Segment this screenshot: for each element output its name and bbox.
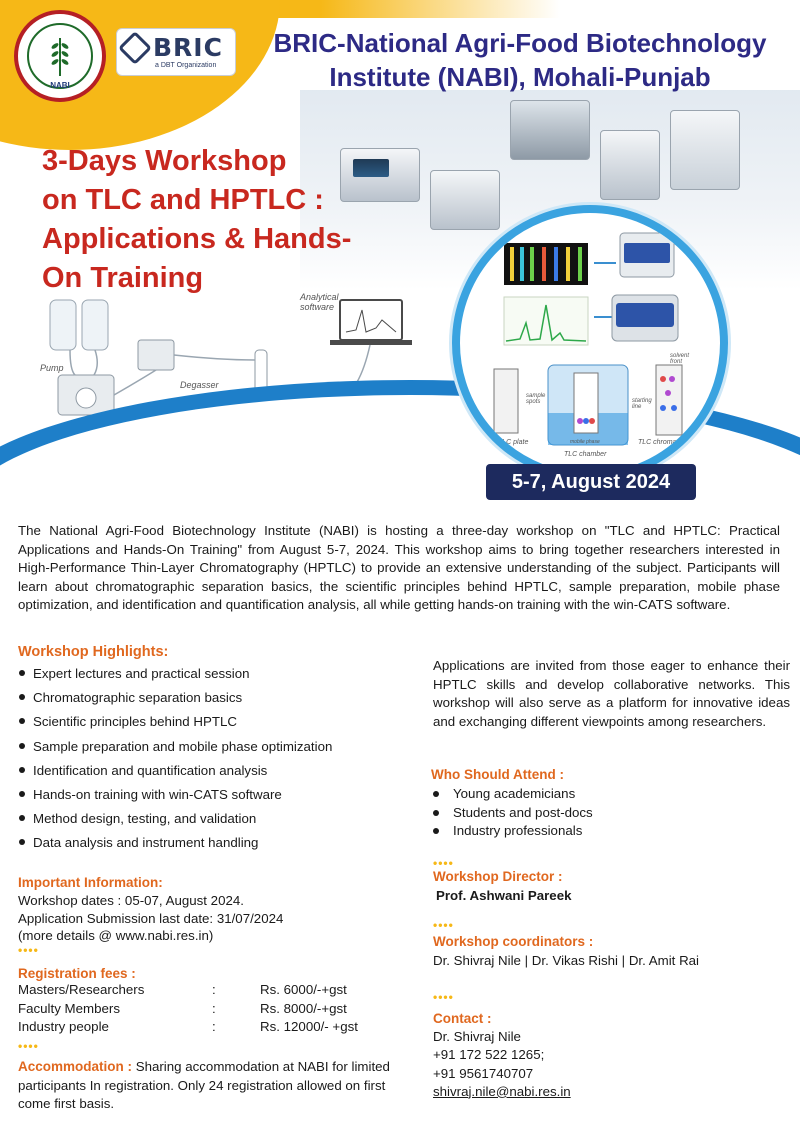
instrument-image [670,110,740,190]
fee-amount: Rs. 8000/-+gst [260,1000,347,1016]
who-should-attend-section [431,767,788,841]
dots-divider: •••• [433,918,454,932]
attendee-item: Students and post-docs [431,804,788,823]
solvent-front-label: solvent front [670,353,690,365]
instrument-image [430,170,500,230]
registration-fees-section [18,966,418,1051]
who-should-attend-title: Who Should Attend : [431,767,564,782]
tlc-plate-label: TLC plate [498,439,529,446]
nabi-logo-text: NABI [50,81,70,90]
applications-section [433,657,790,731]
more-details-text: (more details @ www.nabi.res.in) [18,928,214,944]
degasser-label: Degasser [180,380,219,390]
bric-logo [116,28,236,76]
software-label: Analytical software [300,292,339,312]
instrument-image [510,100,590,160]
attendee-item: Industry professionals [431,822,788,841]
dots-divider: •••• [433,990,454,1004]
contact-title: Contact : [433,1011,492,1026]
fee-category: Faculty Members [18,1000,120,1016]
header-banner [0,0,800,505]
fee-amount: Rs. 12000/- +gst [260,1019,358,1034]
accommodation-title: Accommodation : [18,1059,133,1074]
nabi-logo [14,10,106,102]
highlight-item: Hands-on training with win-CATS software [18,785,418,809]
fee-row [18,1000,418,1019]
director-name: Prof. Ashwani Pareek [436,887,572,903]
attendee-list [431,785,788,841]
contact-name: Dr. Shivraj Nile [433,1029,521,1045]
coordinators-title: Workshop coordinators : [433,934,594,949]
bric-mark-icon [118,31,152,65]
dots-divider: •••• [433,856,454,870]
contact-email-link[interactable]: shivraj.nile@nabi.res.in [433,1083,571,1099]
highlight-item: Sample preparation and mobile phase optimization [18,737,418,761]
workshop-title-line: on TLC and HPTLC : [42,184,324,216]
highlight-item: Scientific principles behind HPTLC [18,712,418,736]
pump-label: Pump [40,363,64,373]
dots-divider: •••• [18,1038,39,1053]
institute-title [250,26,790,94]
institute-title-line: Institute (NABI), Mohali-Punjab [329,62,711,92]
dots-divider: •••• [18,943,39,958]
contact-phone: +91 9561740707 [433,1065,534,1081]
sample-spots-label: sample spots [526,393,546,405]
coordinators-section [433,920,790,970]
highlight-item: Chromatographic separation basics [18,688,418,712]
contact-section [433,992,790,1101]
fee-separator: : [212,1019,216,1034]
bric-logo-subtitle: a DBT Organization [155,62,217,69]
highlights-title: Workshop Highlights: [18,644,169,660]
bric-logo-text: BRIC [153,33,223,62]
workshop-title [42,142,382,298]
coordinator-names: Dr. Shivraj Nile | Dr. Vikas Rishi | Dr. Amit Rai [433,952,700,968]
important-info-section [18,874,418,958]
fee-row [18,1018,418,1037]
attendee-item: Young academicians [431,785,788,804]
wheat-emblem-icon [27,23,93,89]
highlight-item: Expert lectures and practical session [18,664,418,688]
fee-amount: Rs. 6000/-+gst [260,982,347,997]
workshop-dates-text: Workshop dates : 05-07, August 2024. [18,892,244,908]
fee-row [18,981,418,1000]
fee-category: Industry people [18,1019,109,1034]
fee-separator: : [212,1000,216,1016]
contact-phone: +91 172 522 1265; [433,1047,545,1063]
submission-deadline-text: Application Submission last date: 31/07/2024 [18,910,284,926]
tlc-chromatogram-label: TLC chromatogram [638,439,699,446]
institute-title-line: BRIC-National Agri-Food Biotechnology [273,28,767,58]
instrument-image [600,130,660,200]
highlights-section [18,644,418,858]
fee-category: Masters/Researchers [18,982,145,997]
fee-separator: : [212,982,216,997]
workshop-title-line: On Training [42,262,204,294]
highlights-list [18,664,418,858]
accommodation-section [18,1058,403,1114]
director-section [433,858,790,905]
intro-paragraph: The National Agri-Food Biotechnology Institute (NABI) is hosting a three-day workshop on "TLC and HPTLC: Practical Applications and Hands-On Training" from August 5-7, 2024. This workshop aims to bring together researchers interested in High-Performance Thin-Layer Chromatography (HPTLC) to provide an extensive understanding of the subject. Participants will learn about chromatographic separation basics, the scientific principles behind HPTLC, sample preparation, mobile phase optimization, and identification and quantification analysis, all while getting hands-on training with the win-CATS software. [18,523,780,612]
highlight-item: Data analysis and instrument handling [18,833,418,857]
workshop-title-line: Applications & Hands- [42,223,352,255]
tlc-illustration-circle [452,205,728,481]
applications-paragraph: Applications are invited from those eager to enhance their HPTLC skills and develop collaborative networks. This workshop will also serve as a platform for innovative ideas and exchanging different viewpoints among researchers. [433,658,790,729]
highlight-item: Identification and quantification analysis [18,761,418,785]
important-info-title: Important Information: [18,875,163,890]
workshop-title-line: 3-Days Workshop [42,145,287,177]
date-badge: 5-7, August 2024 [486,464,696,500]
tlc-diagram-illustration [460,213,720,473]
highlight-item: Method design, testing, and validation [18,809,418,833]
tlc-chamber-label: TLC chamber [564,451,607,458]
fees-title: Registration fees : [18,966,136,981]
mobile-phase-label: mobile phase [570,439,600,445]
accommodation-text: Sharing accommodation at NABI for limited participants In registration. Only 24 registration allowed on first come first basis. [18,1059,390,1111]
starting-line-label: starting line [632,398,652,410]
director-title: Workshop Director : [433,869,563,884]
